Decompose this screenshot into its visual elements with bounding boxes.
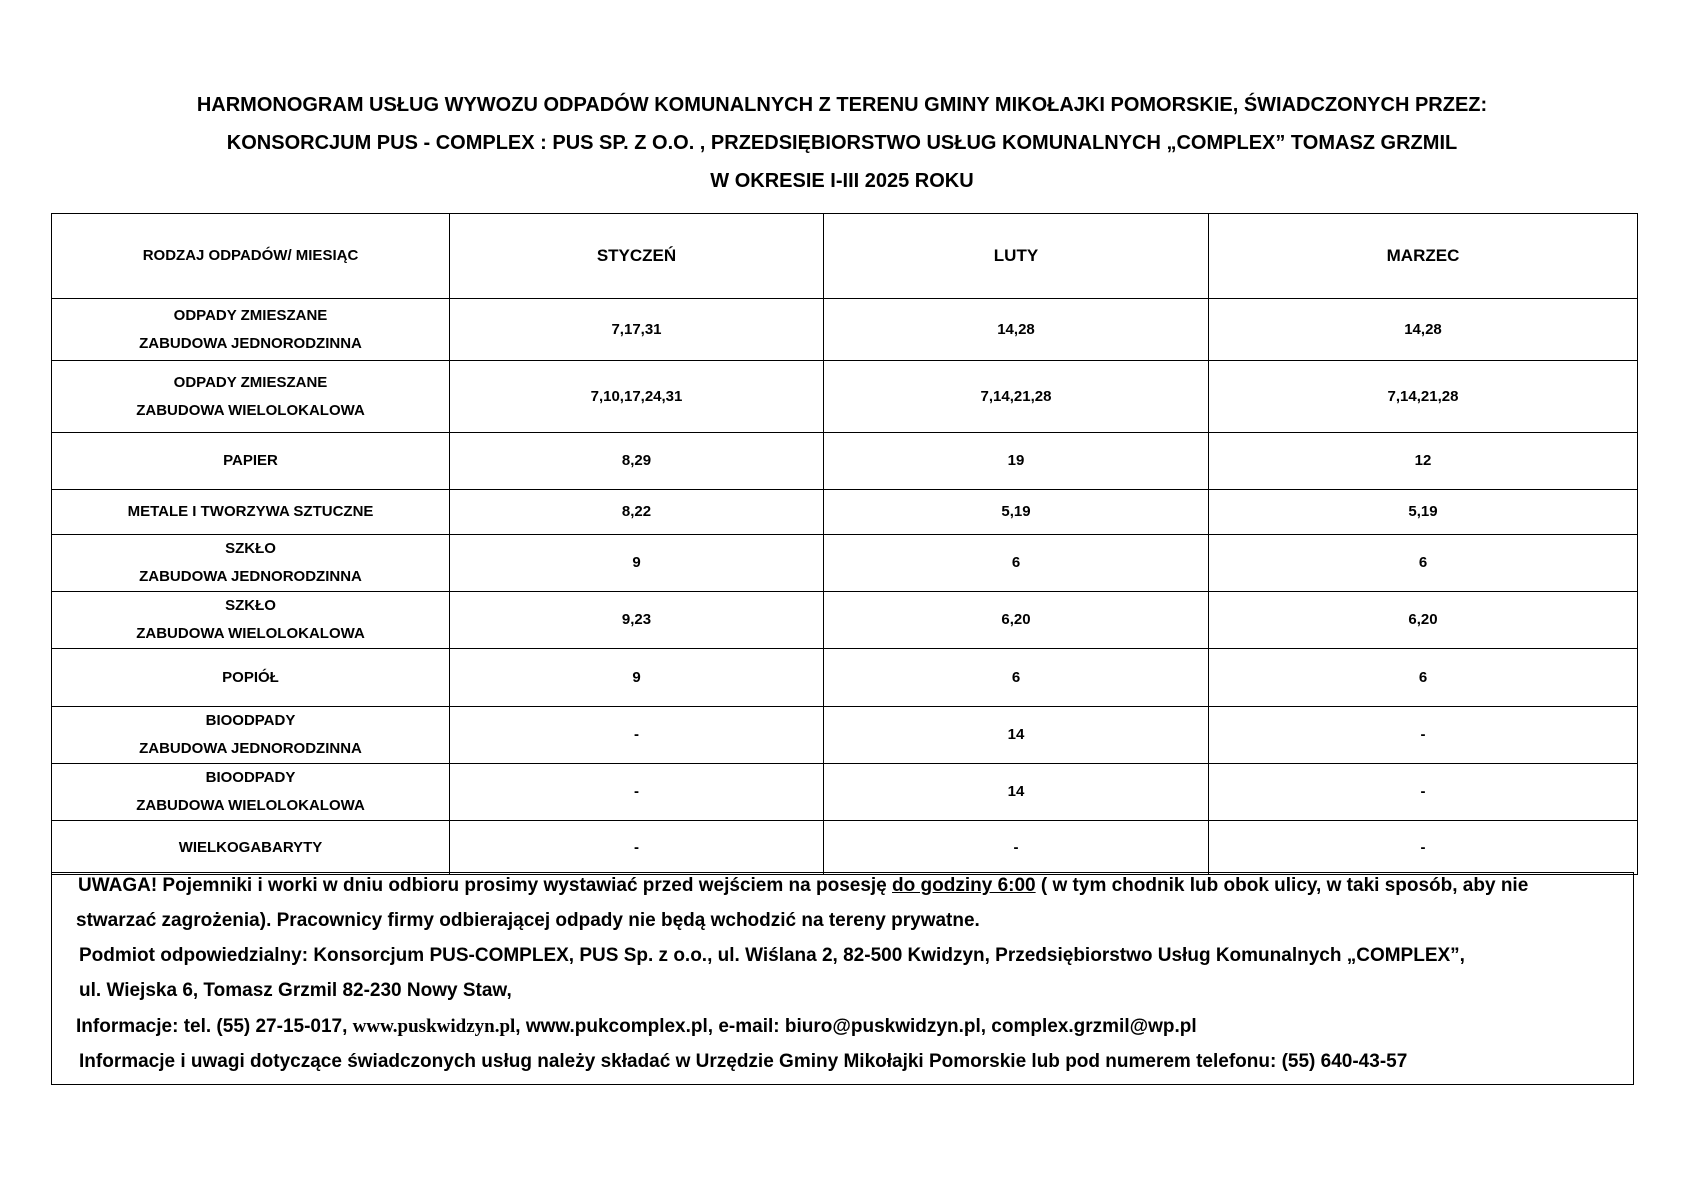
table-row xyxy=(52,299,1638,361)
document-title-line-1: HARMONOGRAM USŁUG WYWOZU ODPADÓW KOMUNALNYCH Z TERENU GMINY MIKOŁAJKI POMORSKIE, ŚWIADCZONYCH PRZEZ: xyxy=(196,94,1488,116)
pickup-dates-february: 7,14,21,28 xyxy=(824,361,1209,433)
table-row xyxy=(52,592,1638,649)
pickup-dates-january: 9 xyxy=(450,535,824,592)
waste-type-cell xyxy=(52,433,450,490)
responsible-line-1: Podmiot odpowiedzialny: Konsorcjum PUS-COMPLEX, PUS Sp. z o.o., ul. Wiślana 2, 82-500 Kwidzyn, Przedsiębiorstwo Usług Komunalnych „COMPLEX”, xyxy=(79,945,1465,966)
waste-type-label: PAPIER xyxy=(223,452,278,469)
waste-type-cell xyxy=(52,535,450,592)
table-row xyxy=(52,361,1638,433)
pickup-dates-january: 9,23 xyxy=(450,592,824,649)
info-line xyxy=(76,1016,1197,1038)
info-phone: Informacje: tel. (55) 27-15-017, xyxy=(76,1016,353,1037)
pickup-dates-january: 7,10,17,24,31 xyxy=(450,361,824,433)
schedule-body xyxy=(52,299,1638,875)
pickup-dates-february: 14,28 xyxy=(824,299,1209,361)
info-website-link[interactable]: www.puskwidzyn.pl xyxy=(352,1016,516,1037)
info-contacts: , www.pukcomplex.pl, e-mail: biuro@puskwidzyn.pl, complex.grzmil@wp.pl xyxy=(515,1016,1197,1037)
waste-type-label: ZABUDOWA JEDNORODZINNA xyxy=(139,334,362,352)
waste-type-label: ODPADY ZMIESZANE xyxy=(173,373,328,391)
waste-type-label: WIELKOGABARYTY xyxy=(178,838,323,856)
pickup-dates-march: 6 xyxy=(1209,535,1638,592)
waste-type-label: POPIÓŁ xyxy=(222,668,279,686)
pickup-dates-january: 8,29 xyxy=(450,433,824,490)
document-title-line-2: KONSORCJUM PUS - COMPLEX : PUS SP. Z O.O. , PRZEDSIĘBIORSTWO USŁUG KOMUNALNYCH „COMPLEX” TOMASZ GRZMIL xyxy=(226,132,1458,154)
table-header-row xyxy=(52,214,1638,299)
pickup-dates-march: 14,28 xyxy=(1209,299,1638,361)
responsible-line-2: ul. Wiejska 6, Tomasz Grzmil 82-230 Nowy Staw, xyxy=(79,980,512,1001)
waste-type-label: ZABUDOWA WIELOLOKALOWA xyxy=(136,625,365,642)
waste-type-cell xyxy=(52,299,450,361)
notes-box xyxy=(51,872,1634,1085)
waste-type-label: SZKŁO xyxy=(225,597,276,614)
waste-type-cell xyxy=(52,707,450,764)
table-row xyxy=(52,433,1638,490)
document-title-line-3: W OKRESIE I-III 2025 ROKU xyxy=(710,170,974,192)
schedule-table xyxy=(51,213,1638,875)
waste-type-label: ZABUDOWA WIELOLOKALOWA xyxy=(136,797,365,814)
header-january: STYCZEŃ xyxy=(450,214,824,299)
pickup-dates-march: - xyxy=(1209,821,1638,875)
table-row xyxy=(52,764,1638,821)
table-row xyxy=(52,707,1638,764)
waste-type-cell xyxy=(52,592,450,649)
warning-line-2: stwarzać zagrożenia). Pracownicy firmy odbierającej odpady nie będą wchodzić na tereny prywatne. xyxy=(76,910,980,931)
waste-type-label: SZKŁO xyxy=(225,540,276,557)
pickup-dates-february: 6 xyxy=(824,535,1209,592)
waste-type-label: METALE I TWORZYWA SZTUCZNE xyxy=(127,503,374,520)
pickup-dates-february: 6,20 xyxy=(824,592,1209,649)
pickup-dates-february: 5,19 xyxy=(824,490,1209,535)
table-row xyxy=(52,649,1638,707)
pickup-dates-february: - xyxy=(824,821,1209,875)
waste-type-label: ZABUDOWA JEDNORODZINNA xyxy=(139,568,362,585)
header-february: LUTY xyxy=(824,214,1209,299)
table-row xyxy=(52,490,1638,535)
pickup-dates-february: 14 xyxy=(824,764,1209,821)
pickup-dates-january: - xyxy=(450,764,824,821)
waste-type-cell xyxy=(52,649,450,707)
pickup-dates-march: - xyxy=(1209,707,1638,764)
pickup-dates-january: 8,22 xyxy=(450,490,824,535)
pickup-dates-february: 14 xyxy=(824,707,1209,764)
header-waste-type: RODZAJ ODPADÓW/ MIESIĄC xyxy=(52,214,450,299)
pickup-dates-march: 6,20 xyxy=(1209,592,1638,649)
warning-text: UWAGA! Pojemniki i worki w dniu odbioru prosimy wystawiać przed wejściem na posesję xyxy=(78,875,893,896)
waste-type-label: ZABUDOWA WIELOLOKALOWA xyxy=(136,401,365,419)
pickup-dates-january: 9 xyxy=(450,649,824,707)
pickup-dates-march: 6 xyxy=(1209,649,1638,707)
waste-type-cell xyxy=(52,490,450,535)
waste-type-cell xyxy=(52,821,450,875)
waste-type-label: ZABUDOWA JEDNORODZINNA xyxy=(139,740,362,757)
waste-type-label: BIOODPADY xyxy=(205,712,296,729)
pickup-dates-january: - xyxy=(450,821,824,875)
pickup-dates-march: 7,14,21,28 xyxy=(1209,361,1638,433)
pickup-dates-march: 12 xyxy=(1209,433,1638,490)
warning-deadline: do godziny 6:00 xyxy=(892,875,1036,896)
pickup-dates-january: 7,17,31 xyxy=(450,299,824,361)
pickup-dates-january: - xyxy=(450,707,824,764)
pickup-dates-february: 6 xyxy=(824,649,1209,707)
pickup-dates-march: 5,19 xyxy=(1209,490,1638,535)
header-march: MARZEC xyxy=(1209,214,1638,299)
table-row xyxy=(52,535,1638,592)
contact-line: Informacje i uwagi dotyczące świadczonych usług należy składać w Urzędzie Gminy Mikołajki Pomorskie lub pod numerem telefonu: (55) 640-43-57 xyxy=(79,1051,1408,1072)
warning-line-1 xyxy=(78,875,1528,897)
pickup-dates-march: - xyxy=(1209,764,1638,821)
waste-type-cell xyxy=(52,764,450,821)
waste-type-cell xyxy=(52,361,450,433)
waste-type-label: BIOODPADY xyxy=(205,769,296,786)
table-row xyxy=(52,821,1638,875)
warning-text-cont: ( w tym chodnik lub obok ulicy, w taki sposób, aby nie xyxy=(1035,875,1529,896)
waste-type-label: ODPADY ZMIESZANE xyxy=(173,306,328,324)
pickup-dates-february: 19 xyxy=(824,433,1209,490)
